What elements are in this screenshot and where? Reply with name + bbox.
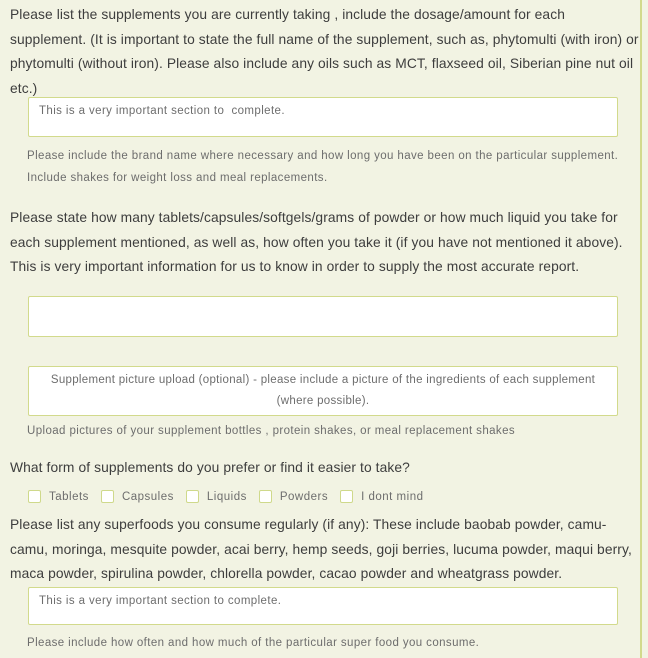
form-preference-checkbox-group bbox=[28, 490, 436, 503]
checkbox-option-i-dont-mind[interactable] bbox=[340, 490, 423, 503]
upload-sublabel: Upload pictures of your supplement bottles , protein shakes, or meal replacement shakes bbox=[27, 425, 516, 437]
upload-box-label: Supplement picture upload (optional) - please include a picture of the ingredients of each supplement (where possible). bbox=[50, 374, 596, 407]
supplements-sublabel bbox=[27, 145, 632, 189]
i-dont-mind-checkbox[interactable] bbox=[340, 490, 353, 503]
supplements-sublabel-line2: Include shakes for weight loss and meal replacements. bbox=[27, 172, 328, 184]
supplements-textarea[interactable] bbox=[28, 97, 618, 137]
superfoods-question: Please list any superfoods you consume regularly (if any): These include baobab powder, camu-camu, moringa, mesquite powder, acai berry, hemp seeds, goji berries, lucuma powder, maqui berry, maca powder, spirulina powder, chlorella powder, cacao powder and wheatgrass powder. bbox=[10, 517, 632, 581]
checkbox-option-capsules[interactable] bbox=[101, 490, 174, 503]
powders-checkbox[interactable] bbox=[259, 490, 272, 503]
liquids-checkbox[interactable] bbox=[186, 490, 199, 503]
checkbox-option-powders[interactable] bbox=[259, 490, 328, 503]
capsules-checkbox[interactable] bbox=[101, 490, 114, 503]
capsules-label: Capsules bbox=[121, 490, 174, 503]
supplement-picture-upload-box[interactable] bbox=[28, 366, 618, 416]
form-preference-question: What form of supplements do you prefer or find it easier to take? bbox=[10, 460, 410, 475]
powders-label: Powders bbox=[279, 490, 329, 503]
supplements-question: Please list the supplements you are currently taking , include the dosage/amount for each supplement. (It is important to state the full name of the supplement, such as, phytomulti (with iron) or phytomulti (without iron). Please also include any oils such as MCT, flaxseed oil, Siberian pine nut oil etc.) bbox=[10, 7, 639, 96]
liquids-label: Liquids bbox=[206, 490, 247, 503]
superfoods-textarea[interactable] bbox=[28, 587, 618, 625]
checkbox-option-liquids[interactable] bbox=[186, 490, 247, 503]
supplements-sublabel-line1: Please include the brand name where necessary and how long you have been on the particular supplement. bbox=[27, 150, 619, 162]
tablets-label: Tablets bbox=[49, 490, 89, 503]
dosage-textarea[interactable] bbox=[28, 296, 618, 337]
superfoods-sublabel: Please include how often and how much of the particular super food you consume. bbox=[27, 637, 480, 649]
page-right-border bbox=[640, 0, 642, 658]
tablets-checkbox[interactable] bbox=[28, 490, 41, 503]
checkbox-option-tablets[interactable] bbox=[28, 490, 89, 503]
i-dont-mind-label: I dont mind bbox=[361, 490, 424, 503]
dosage-question: Please state how many tablets/capsules/softgels/grams of powder or how much liquid you take for each supplement mentioned, as well as, how often you take it (if you have not mentioned it above). This is very important information for us to know in order to supply the most accurate report. bbox=[10, 210, 623, 274]
